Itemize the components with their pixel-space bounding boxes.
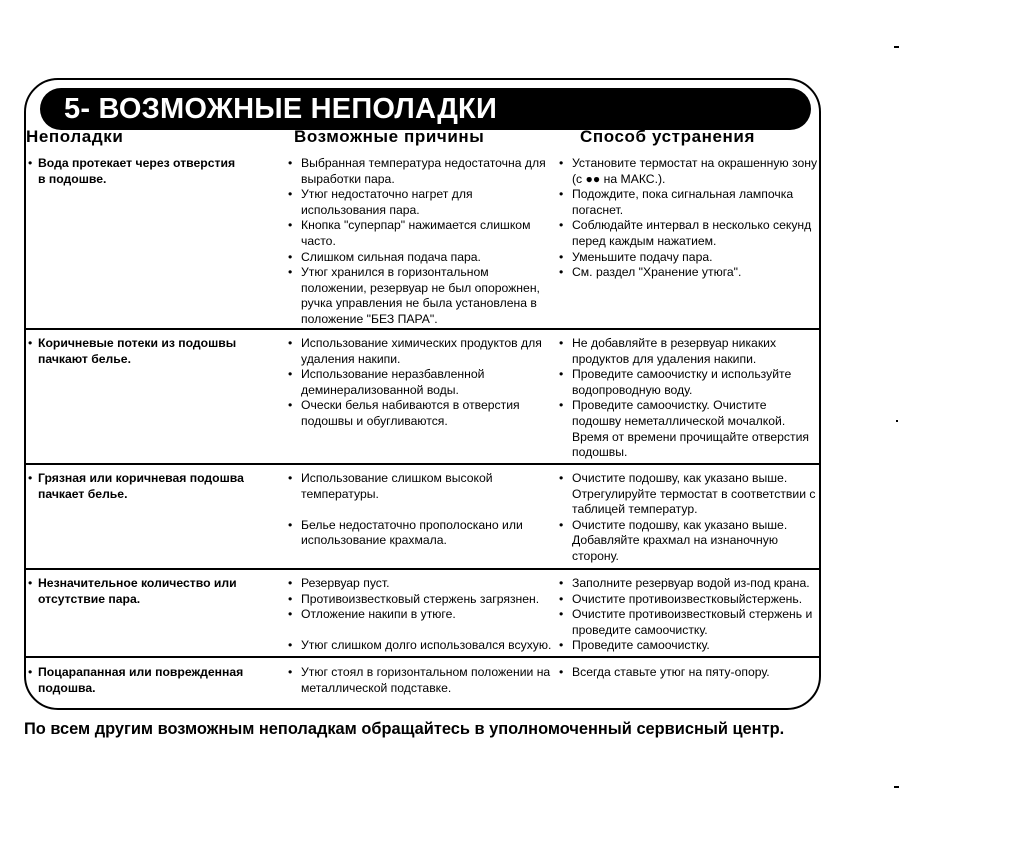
solution-item: • Очистите противоизвестковый стержень и проведите самоочистку.: [559, 607, 821, 638]
row-divider: [26, 568, 821, 570]
solution-item: • Всегда ставьте утюг на пяту-опору.: [559, 665, 821, 681]
problem-cell: [26, 336, 266, 367]
cause-item: • Утюг слишком долго использовался всухую.: [288, 638, 554, 654]
solution-item: • Соблюдайте интервал в несколько секунд перед каждым нажатием.: [559, 218, 821, 249]
cause-item: • Противоизвестковый стержень загрязнен.: [288, 592, 554, 608]
footer-note: По всем другим возможным неполадкам обращайтесь в уполномоченный сервисный центр.: [24, 720, 785, 738]
solution-item: • Проведите самоочистку.: [559, 638, 821, 654]
section-banner: [40, 88, 811, 130]
section-title: 5- ВОЗМОЖНЫЕ НЕПОЛАДКИ: [64, 93, 497, 125]
solution-item: • Проведите самоочистку. Очистите подошву неметаллической мочалкой. Время от времени прочищайте отверстия подошвы.: [559, 398, 821, 460]
cause-item: • Утюг стоял в горизонтальном положении на металлической подставке.: [288, 665, 554, 696]
row-divider: [26, 463, 821, 465]
problem-cell: [26, 156, 266, 187]
solution-item: • Очистите противоизвестковыйстержень.: [559, 592, 821, 608]
cause-item: • Использование неразбавленной деминерализованной воды.: [288, 367, 554, 398]
problem-cell: [26, 471, 266, 502]
cause-item: • Выбранная температура недостаточна для выработки пара.: [288, 156, 554, 187]
solution-item: • См. раздел "Хранение утюга".: [559, 265, 821, 281]
page-corner-mark: [894, 46, 899, 48]
cause-item: • Использование слишком высокой температуры.: [288, 471, 554, 502]
cause-item: • Использование химических продуктов для удаления накипи.: [288, 336, 554, 367]
troubleshooting-table-frame: [24, 78, 821, 710]
solution-item: • Заполните резервуар водой из-под крана.: [559, 576, 821, 592]
solution-item: • Не добавляйте в резервуар никаких продуктов для удаления накипи.: [559, 336, 821, 367]
cause-item: • Очески белья набиваются в отверстия подошвы и обугливаются.: [288, 398, 554, 429]
cause-cell: [288, 576, 554, 654]
cause-cell: [288, 336, 554, 430]
solution-cell: [559, 156, 821, 281]
problem-text: • Коричневые потеки из подошвы пачкают белье.: [26, 336, 266, 367]
cause-item: • Резервуар пуст.: [288, 576, 554, 592]
solution-cell: [559, 576, 821, 654]
cause-cell: [288, 156, 554, 328]
cause-item: • Белье недостаточно прополоскано или использование крахмала.: [288, 518, 554, 549]
solution-item: • Установите термостат на окрашенную зону (с ●● на МАКС.).: [559, 156, 821, 187]
problem-text: • Грязная или коричневая подошва пачкает белье.: [26, 471, 266, 502]
cause-item: • Утюг недостаточно нагрет для использования пара.: [288, 187, 554, 218]
cause-item: • Утюг хранился в горизонтальном положении, резервуар не был опорожнен, ручка управления не была установлена в положение "БЕЗ ПАРА".: [288, 265, 554, 327]
solution-item: • Проведите самоочистку и используйте водопроводную воду.: [559, 367, 821, 398]
cause-item: • Кнопка "суперпар" нажимается слишком часто.: [288, 218, 554, 249]
problem-text: • Поцарапанная или поврежденная подошва.: [26, 665, 266, 696]
solution-item: • Подождите, пока сигнальная лампочка погаснет.: [559, 187, 821, 218]
problem-cell: [26, 576, 266, 607]
solution-cell: [559, 336, 821, 461]
cause-item: • Слишком сильная подача пара.: [288, 250, 554, 266]
problem-text: • Незначительное количество или отсутствие пара.: [26, 576, 266, 607]
spacer: [288, 502, 554, 518]
cause-cell: [288, 665, 554, 696]
row-divider: [26, 656, 821, 658]
row-divider: [26, 328, 821, 330]
solution-item: • Уменьшите подачу пара.: [559, 250, 821, 266]
problem-text: • Вода протекает через отверстия в подошве.: [26, 156, 266, 187]
solution-cell: [559, 665, 821, 681]
cause-item: • Отложение накипи в утюге.: [288, 607, 554, 623]
spacer: [288, 623, 554, 639]
solution-item: • Очистите подошву, как указано выше. Отрегулируйте термостат в соответствии с таблицей температур.: [559, 471, 821, 518]
solution-cell: [559, 471, 821, 565]
column-header-solution: Способ устранения: [580, 127, 755, 146]
column-header-problem: Неполадки: [26, 127, 124, 146]
solution-item: • Очистите подошву, как указано выше. Добавляйте крахмал на изнаночную сторону.: [559, 518, 821, 565]
cause-cell: [288, 471, 554, 549]
column-header-cause: Возможные причины: [294, 127, 485, 146]
page-side-mark: [896, 420, 898, 422]
page-corner-mark: [894, 786, 899, 788]
problem-cell: [26, 665, 266, 696]
